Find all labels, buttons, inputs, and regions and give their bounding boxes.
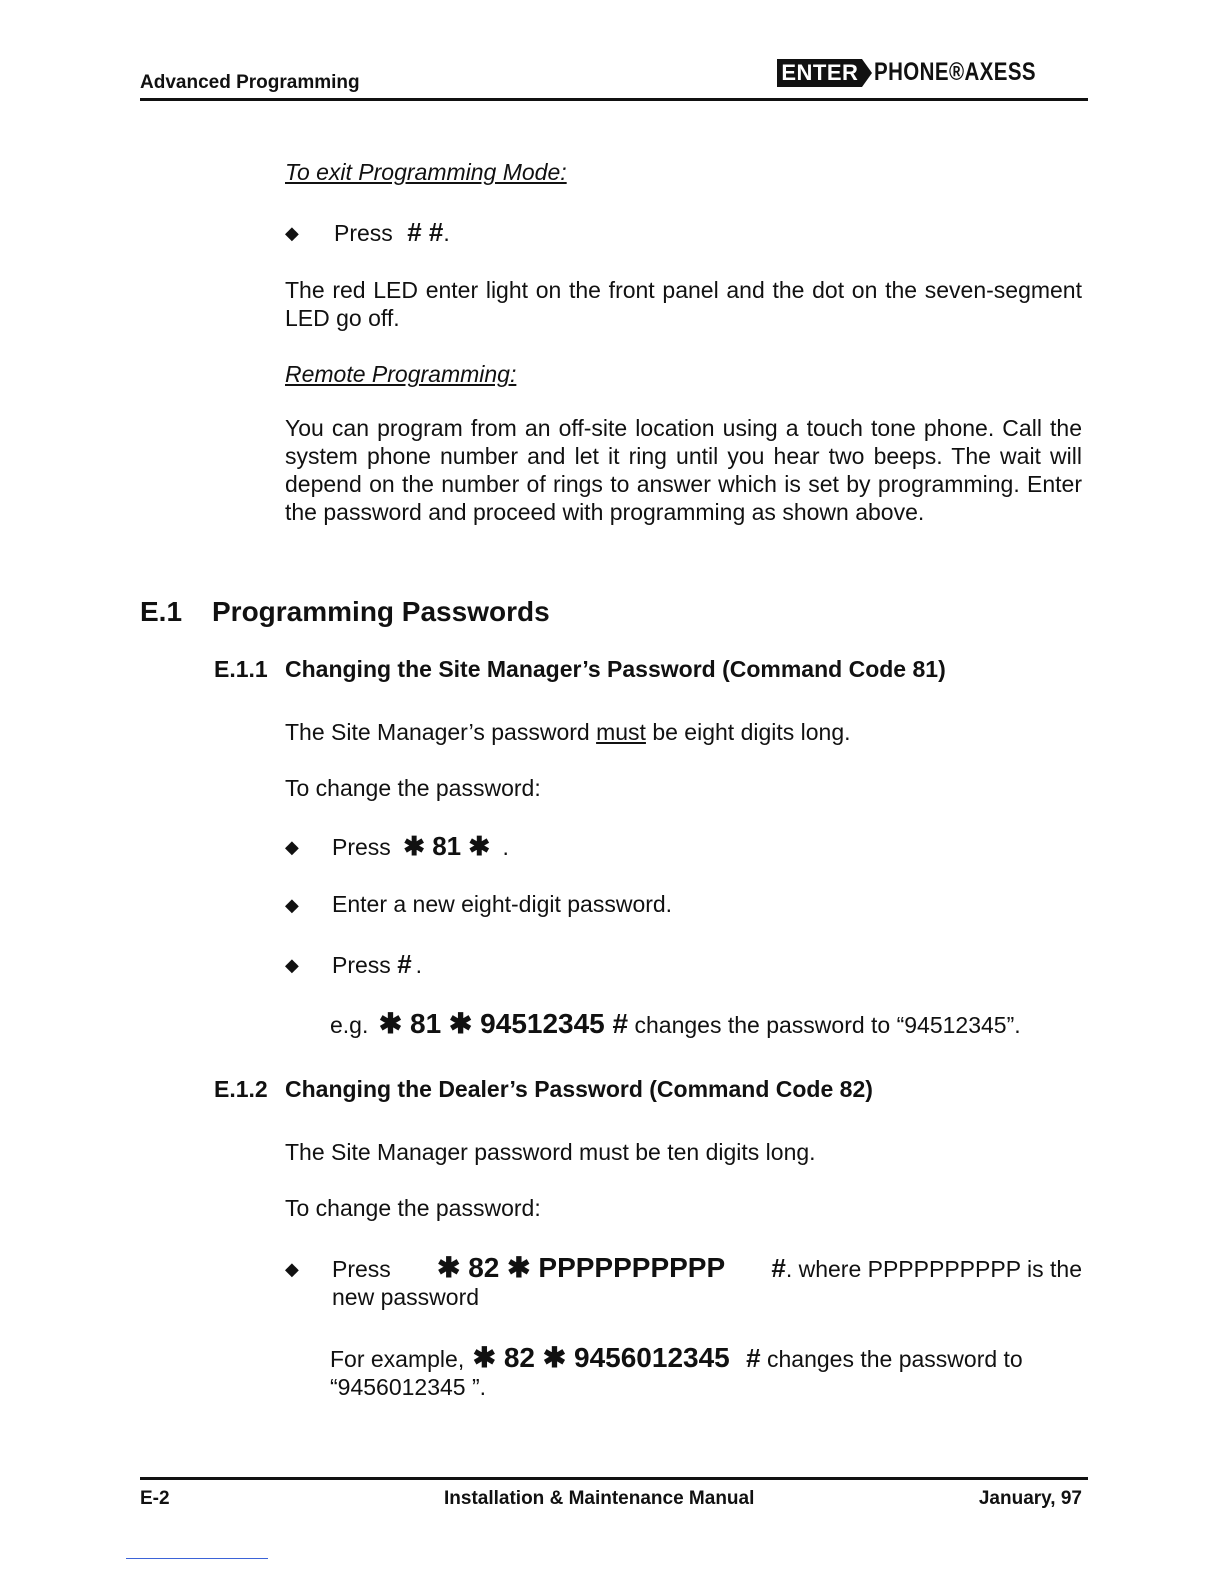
e112-example bbox=[330, 1344, 1070, 1401]
e111-rule-pre: The Site Manager’s password bbox=[285, 719, 597, 745]
section-number: E.1 bbox=[140, 596, 183, 627]
header-section-title: Advanced Programming bbox=[140, 72, 360, 93]
e111-step1-end: . bbox=[502, 834, 509, 860]
e111-example-suffix: changes the password to “94512345”. bbox=[634, 1012, 1021, 1038]
section-title: Programming Passwords bbox=[212, 596, 550, 627]
bullet-diamond-icon: ◆ bbox=[285, 894, 299, 915]
exit-step-keys: # # bbox=[407, 217, 444, 247]
e112-step-line1-rest: . where PPPPPPPPPP is the bbox=[785, 1256, 1082, 1282]
e112-example-hash: # bbox=[746, 1343, 761, 1373]
e112-step-bullet bbox=[285, 1254, 299, 1284]
brand-logo-text: PHONE®AXESS bbox=[874, 58, 1037, 86]
subsection-e112-number: E.1.2 bbox=[214, 1076, 268, 1102]
e112-rule: The Site Manager password must be ten digits long. bbox=[285, 1139, 816, 1165]
e112-step bbox=[332, 1254, 1082, 1311]
e111-step3-press: Press bbox=[332, 952, 391, 978]
e111-rule-must: must bbox=[596, 719, 646, 745]
footer-date: January, 97 bbox=[978, 1488, 1082, 1509]
header-rule bbox=[140, 98, 1088, 101]
e111-step1-press: Press bbox=[332, 834, 391, 860]
e112-step-line2: new password bbox=[332, 1284, 480, 1310]
e112-example-line2: “9456012345 ”. bbox=[330, 1374, 487, 1400]
e112-to-change: To change the password: bbox=[285, 1195, 541, 1221]
e111-step1 bbox=[332, 832, 509, 861]
e111-example-prefix: e.g. bbox=[330, 1012, 369, 1038]
e112-example-prefix: For example, bbox=[330, 1346, 465, 1372]
subsection-e112-title: Changing the Dealer’s Password (Command Code 82) bbox=[285, 1076, 873, 1102]
subsection-e111-title: Changing the Site Manager’s Password (Command Code 81) bbox=[285, 656, 946, 682]
bullet-diamond-icon: ◆ bbox=[285, 1258, 299, 1279]
exit-step bbox=[285, 218, 299, 248]
scan-artifact-line bbox=[126, 1558, 268, 1559]
e111-example-keys: ✱ 81 ✱ 94512345 # bbox=[378, 1008, 629, 1039]
exit-step-text bbox=[334, 218, 450, 247]
exit-paragraph: The red LED enter light on the front panel and the dot on the seven-segment LED go off. bbox=[285, 277, 1082, 331]
bullet-diamond-icon: ◆ bbox=[285, 836, 299, 857]
e112-example-suffix: changes the password to bbox=[767, 1346, 1023, 1372]
e112-example-keys: ✱ 82 ✱ 9456012345 bbox=[472, 1342, 730, 1373]
remote-heading: Remote Programming: bbox=[285, 361, 517, 387]
footer-manual-title: Installation & Maintenance Manual bbox=[444, 1488, 755, 1509]
brand-logo bbox=[777, 58, 1072, 87]
e111-step3-bullet bbox=[285, 950, 299, 980]
exit-heading: To exit Programming Mode: bbox=[285, 159, 567, 185]
footer-page-number: E-2 bbox=[140, 1488, 170, 1509]
e111-step3-end: . bbox=[415, 952, 423, 978]
brand-arrow-icon bbox=[862, 59, 872, 87]
e111-rule-post: be eight digits long. bbox=[645, 719, 851, 745]
footer-rule bbox=[140, 1477, 1088, 1480]
remote-paragraph: You can program from an off-site location using a touch tone phone. Call the system phone number and let it ring until you hear two beeps. The wait will depend on the number of rings to answer which is set by programming. Enter the password and proceed with programming as shown above. bbox=[285, 415, 1082, 525]
e112-example-line1 bbox=[330, 1344, 1070, 1373]
e112-step-line1 bbox=[332, 1254, 1082, 1283]
e111-to-change: To change the password: bbox=[285, 775, 541, 801]
bullet-diamond-icon: ◆ bbox=[285, 222, 299, 243]
e111-step3-keys: # bbox=[397, 949, 412, 979]
e111-step1-keys: ✱ 81 ✱ bbox=[403, 831, 491, 861]
brand-logo-box: ENTER bbox=[777, 59, 862, 87]
bullet-diamond-icon: ◆ bbox=[285, 954, 299, 975]
exit-step-press: Press bbox=[334, 220, 393, 246]
e112-step-press: Press bbox=[332, 1256, 391, 1282]
e111-step1-bullet bbox=[285, 832, 299, 862]
e111-step2: Enter a new eight-digit password. bbox=[332, 891, 673, 917]
e111-rule bbox=[285, 718, 851, 746]
subsection-e111-number: E.1.1 bbox=[214, 656, 268, 682]
e111-step2-bullet bbox=[285, 890, 299, 920]
e112-step-keys: ✱ 82 ✱ PPPPPPPPPP bbox=[436, 1252, 726, 1283]
e112-step-hash: # bbox=[771, 1253, 786, 1283]
exit-step-end: . bbox=[443, 220, 450, 246]
e111-step3 bbox=[332, 950, 422, 979]
e111-example bbox=[330, 1010, 1021, 1039]
